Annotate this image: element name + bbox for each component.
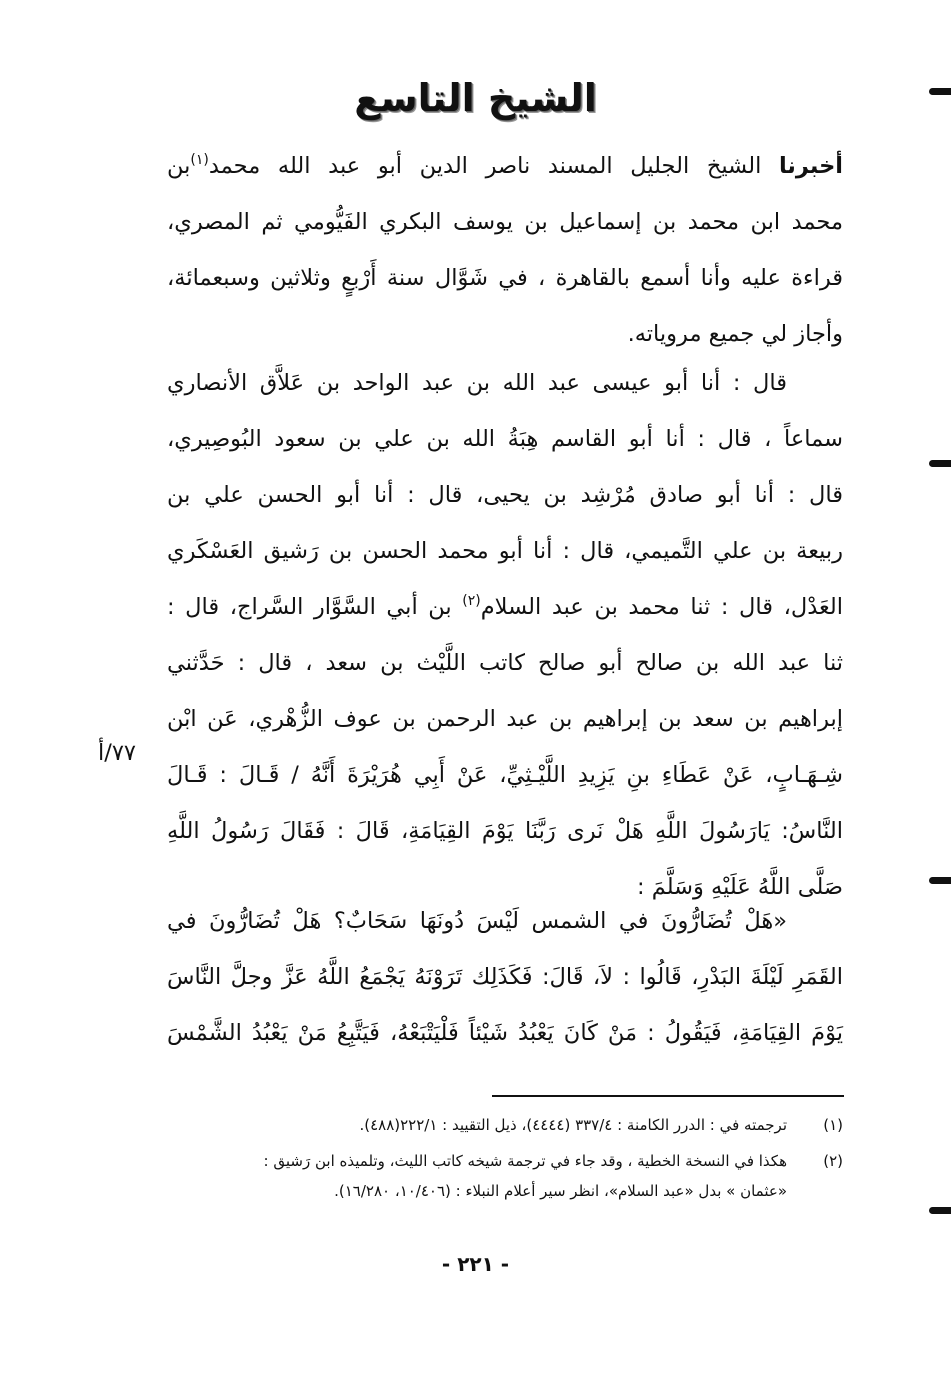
page-number: - ٢٢١ - [441,1252,510,1276]
text-line: يَوْمَ القِيَامَةِ، فَيَقُولُ : مَنْ كَانَ يَعْبُدُ شَيْئاً فَلْيَتْبَعْهُ، فَيَتَّبِعُ مَنْ يَعْبُدُ الشَّمْسَ [167,1020,843,1046]
text-line: ربيعة بن علي التَّميمي، قال : أنا أبو محمد الحسن بن رَشيق العَسْكَري [167,538,843,564]
lead-word: أخبرنا [778,153,843,179]
footnote-text: ترجمته في : الدرر الكامنة : ٣٣٧/٤ (٤٤٤٤)، ذيل التقييد : ٢٢٢/١(٤٨٨). [359,1116,787,1134]
text-segment: بن أبي السَّوَّار السَّراج، قال : [167,594,463,620]
text-segment: العَدْل، قال : ثنا محمد بن عبد السلام [480,594,843,620]
footnote-item [153,1146,843,1206]
text-line [167,138,843,194]
text-line: القَمَرِ لَيْلَةَ البَدْرِ، قَالُوا : لاَ، قَالَ: فَكَذَلِك تَرَوْنَهُ يَجْمَعُ اللَّهُ عَزَّ وجلَّ النَّاسَ [167,964,843,990]
footnote-ref[interactable]: (٢) [462,593,481,609]
text-line: قال : أنا أبو عيسى عبد الله بن عبد الواحد بن عَلاَّق الأنصاري [167,370,787,396]
text-line: شِـهَـابٍ، عَنْ عَطَاءِ بنِ يَزِيدِ اللَّيْـثِيِّ، عَنْ أَبِي هُرَيْرَةَ أَنَّهُ / قَـالَ : قَـالَ [167,762,843,788]
paragraph-hadith-text [167,893,843,1061]
manuscript-folio-ref: ٧٧/أ [98,740,137,766]
paragraph-isnad-intro [167,138,843,362]
text-line: قراءة عليه وأنا أسمع بالقاهرة ، في شَوَّال سنة أَرْبعٍ وثلاثين وسبعمائة، [167,265,843,291]
footnote-text: «عثمان » بدل «عبد السلام»، انظر سير أعلام النبلاء : (١٠/٤٠٦، ١٦/٢٨٠). [334,1182,787,1200]
scan-edge-mark [929,877,951,884]
text-line: «هَلْ تُضَارُّونَ في الشمس لَيْسَ دُونَهَا سَحَابٌ؟ هَلْ تُضَارُّونَ في [167,908,787,934]
footnote-text: هكذا في النسخة الخطية ، وقد جاء في ترجمة شيخه كاتب الليث، وتلميذه ابن رَشيق : [263,1152,787,1170]
text-segment: بن [167,153,191,179]
text-line: محمد ابن محمد بن إسماعيل بن يوسف البكري الفَيُّومي ثم المصري، [167,209,843,235]
text-segment: الشيخ الجليل المسند ناصر الدين أبو عبد الله محمد [208,153,779,179]
text-line: وأجاز لي جميع مروياته. [627,321,843,347]
scan-edge-mark [929,460,951,467]
footnote-item [153,1110,843,1140]
footnote-divider [492,1095,844,1097]
text-line: النَّاسُ: يَارَسُولَ اللَّهِ هَلْ نَرى رَبَّنَا يَوْمَ القِيَامَةِ، قَالَ : فَقَالَ رَسُولُ اللَّهِ [167,818,843,844]
paragraph-isnad-chain [167,355,843,915]
scan-edge-mark [929,88,951,95]
page-title: الشيخ التاسع [354,76,597,120]
footnote-ref[interactable]: (١) [190,152,209,168]
footnote-number: (١) [823,1116,843,1134]
text-line [167,579,843,635]
text-line: إبراهيم بن سعد بن إبراهيم بن عبد الرحمن بن عوف الزُّهْري، عَن ابْن [167,706,843,732]
text-line: سماعاً ، قال : أنا أبو القاسم هِبَةُ الله بن علي بن سعود البُوصِيري، [167,426,843,452]
footnote-number: (٢) [823,1152,843,1170]
footnotes [153,1110,843,1206]
scan-edge-mark [929,1207,951,1214]
text-line: قال : أنا أبو صادق مُرْشِد بن يحيى، قال : أنا أبو الحسن علي بن [167,482,843,508]
text-line: صَلَّى اللَّهُ عَلَيْهِ وَسَلَّمَ : [637,874,843,900]
text-line: ثنا عبد الله بن صالح أبو صالح كاتب اللَّيْث بن سعد ، قال : حَدَّثني [167,650,843,676]
